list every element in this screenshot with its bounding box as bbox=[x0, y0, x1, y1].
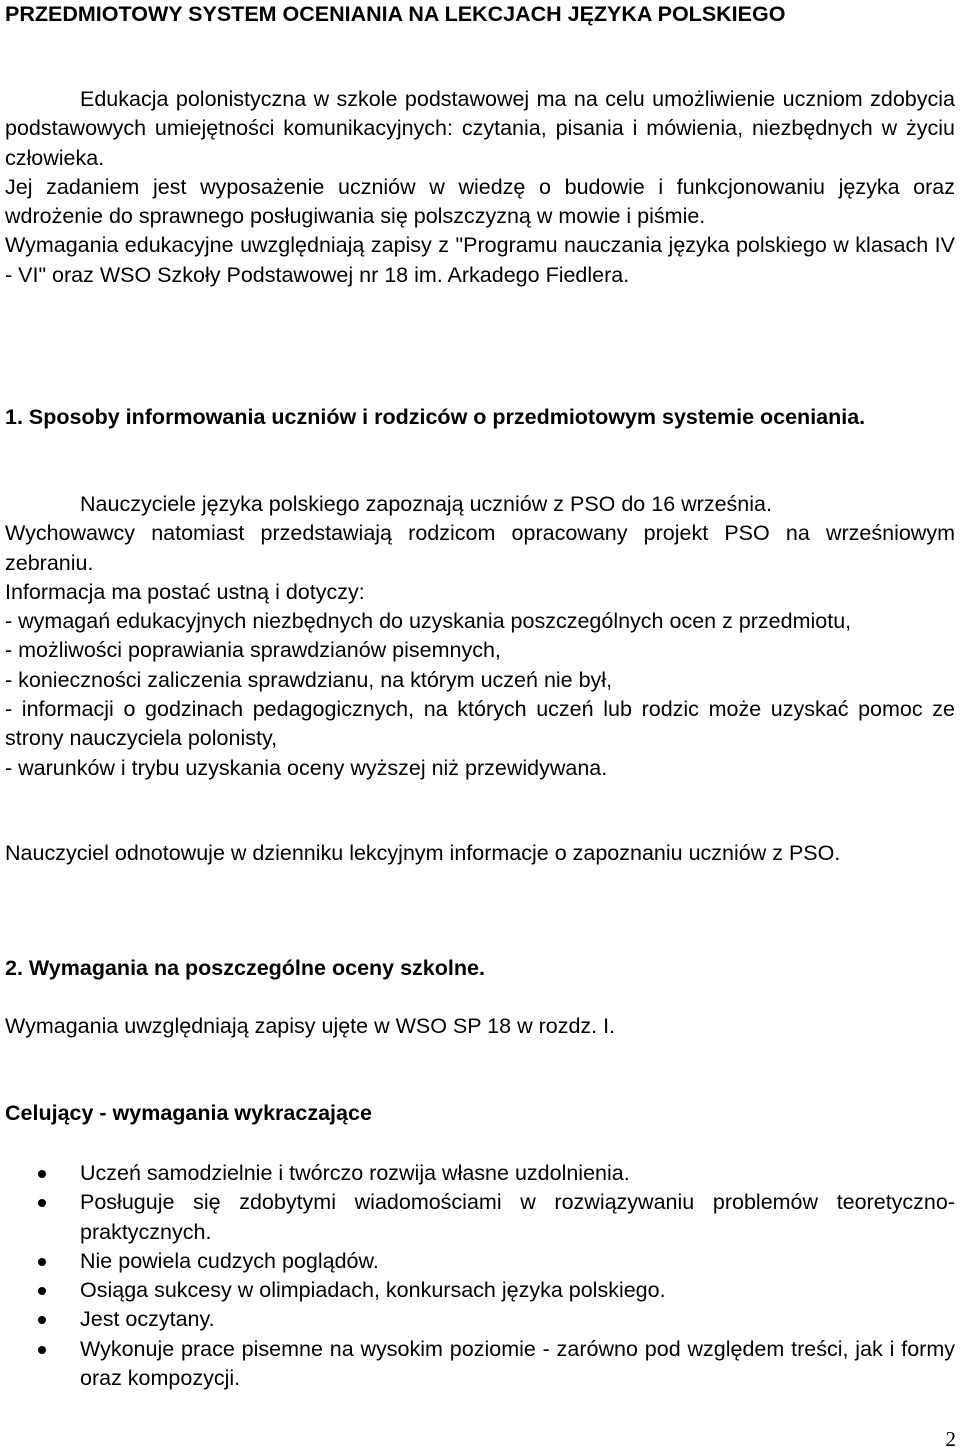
info-list-item: - informacji o godzinach pedagogicznych, na których uczeń lub rodzic może uzyskać pomoc ze strony nauczyciela polonisty, bbox=[5, 697, 955, 751]
bullet-item: Posługuje się zdobytymi wiadomościami w rozwiązywaniu problemów teoretyczno-praktycznych. bbox=[5, 1188, 955, 1247]
celujacy-heading: Celujący - wymagania wykraczające bbox=[5, 1101, 372, 1125]
bullet-item: Osiąga sukcesy w olimpiadach, konkursach języka polskiego. bbox=[5, 1276, 955, 1305]
bullet-icon bbox=[38, 1316, 46, 1324]
info-list-item: - warunków i trybu uzyskania oceny wyższej niż przewidywana. bbox=[5, 755, 608, 780]
section-1-paragraph-3: Informacja ma postać ustną i dotyczy: bbox=[5, 579, 365, 604]
info-list-item: - wymagań edukacyjnych niezbędnych do uzyskania poszczególnych ocen z przedmiotu, bbox=[5, 609, 852, 634]
celujacy-bullet-list bbox=[5, 1159, 955, 1393]
bullet-item: Nie powiela cudzych poglądów. bbox=[5, 1247, 955, 1276]
section-1-paragraph-4: Nauczyciel odnotowuje w dzienniku lekcyjnym informacje o zapoznaniu uczniów z PSO. bbox=[5, 841, 841, 865]
bullet-icon bbox=[38, 1170, 46, 1178]
intro-paragraph-2: Jej zadaniem jest wyposażenie uczniów w wiedzę o budowie i funkcjonowaniu języka oraz wdrożenie do sprawnego posługiwania się polszczyzną w mowie i piśmie. bbox=[5, 174, 955, 229]
bullet-item: Uczeń samodzielnie i twórczo rozwija własne uzdolnienia. bbox=[5, 1159, 955, 1188]
section-1-paragraph-1: Nauczyciele języka polskiego zapoznają uczniów z PSO do 16 września. bbox=[80, 492, 772, 516]
section-1-heading: 1. Sposoby informowania uczniów i rodziców o przedmiotowym systemie oceniania. bbox=[5, 405, 866, 429]
bullet-icon bbox=[38, 1258, 46, 1266]
info-list-item: - możliwości poprawiania sprawdzianów pisemnych, bbox=[5, 638, 501, 663]
section-1-paragraph-2: Wychowawcy natomiast przedstawiają rodzicom opracowany projekt PSO na wrześniowym zebraniu. bbox=[5, 521, 955, 575]
bullet-icon bbox=[38, 1199, 46, 1207]
intro-section bbox=[5, 85, 955, 290]
page-title: PRZEDMIOTOWY SYSTEM OCENIANIA NA LEKCJACH JĘZYKA POLSKIEGO bbox=[5, 2, 786, 26]
intro-paragraph-1: Edukacja polonistyczna w szkole podstawowej ma na celu umożliwienie uczniom zdobycia podstawowych umiejętności komunikacyjnych: czytania, pisania i mówienia, niezbędnych w życiu człowieka. bbox=[5, 87, 955, 170]
bullet-icon bbox=[38, 1346, 46, 1354]
section-2-heading: 2. Wymagania na poszczególne oceny szkolne. bbox=[5, 956, 485, 980]
section-2-paragraph-1: Wymagania uwzględniają zapisy ujęte w WSO SP 18 w rozdz. I. bbox=[5, 1014, 616, 1038]
bullet-item: Jest oczytany. bbox=[5, 1305, 955, 1334]
page-number: 2 bbox=[945, 1427, 956, 1451]
intro-paragraph-3: Wymagania edukacyjne uwzględniają zapisy z "Programu nauczania języka polskiego w klasach IV - VI" oraz WSO Szkoły Podstawowej nr 18 im. Arkadego Fiedlera. bbox=[5, 233, 955, 287]
info-list-item: - konieczności zaliczenia sprawdzianu, na którym uczeń nie był, bbox=[5, 667, 613, 692]
bullet-icon bbox=[38, 1287, 46, 1295]
bullet-item: Wykonuje prace pisemne na wysokim poziomie - zarówno pod względem treści, jak i formy oraz kompozycji. bbox=[5, 1335, 955, 1394]
section-1-body bbox=[5, 490, 955, 783]
